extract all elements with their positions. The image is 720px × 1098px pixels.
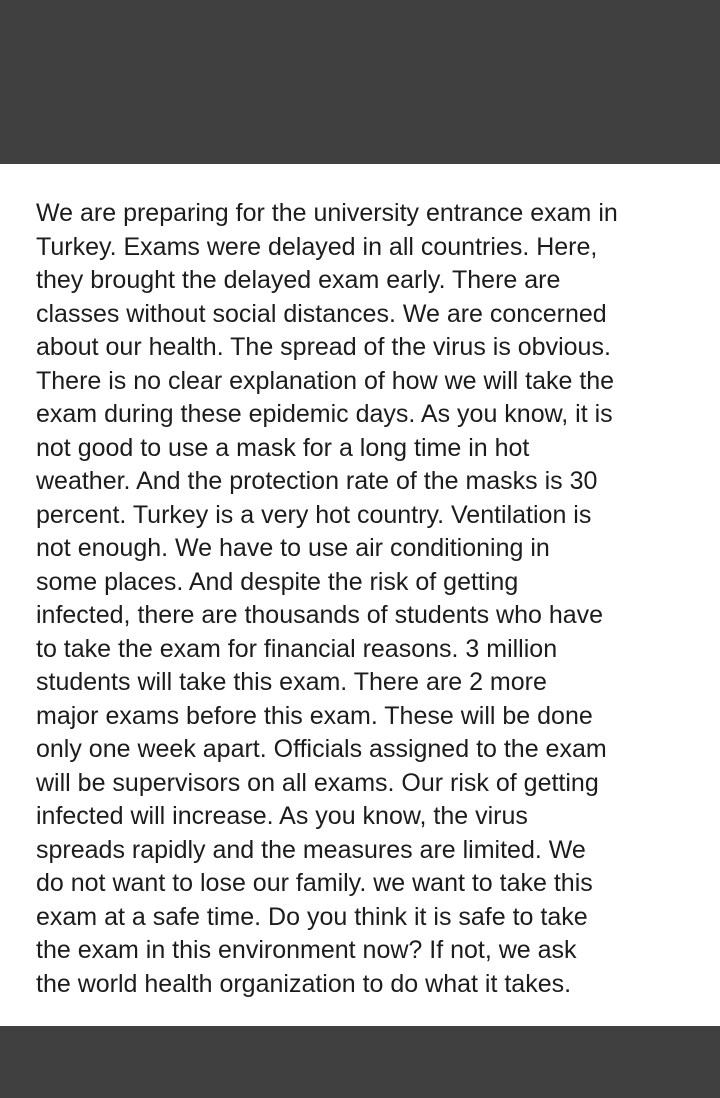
text-line: infected will increase. As you know, the virus: [36, 802, 528, 830]
text-line: not good to use a mask for a long time in hot: [36, 433, 530, 462]
text-line: do not want to lose our family. we want to take this: [36, 869, 593, 897]
text-line: major exams before this exam. These will be done: [36, 701, 593, 730]
bottom-bar: [0, 1026, 720, 1098]
text-line: the exam in this environment now? If not, we ask: [36, 936, 577, 964]
text-line: to take the exam for financial reasons. 3 million: [36, 634, 558, 663]
text-line: percent. Turkey is a very hot country. Ventilation is: [36, 500, 592, 529]
text-line: weather. And the protection rate of the masks is 30: [36, 467, 598, 495]
text-line: will be supervisors on all exams. Our risk of getting: [36, 768, 599, 797]
text-line: students will take this exam. There are 2 more: [36, 668, 547, 696]
text-line: classes without social distances. We are concerned: [36, 299, 607, 328]
text-line: There is no clear explanation of how we will take the: [36, 366, 615, 395]
text-line: Turkey. Exams were delayed in all countries. Here,: [36, 232, 598, 261]
text-line: exam during these epidemic days. As you know, it is: [36, 400, 613, 428]
text-line: exam at a safe time. Do you think it is safe to take: [36, 902, 588, 931]
text-line: some places. And despite the risk of getting: [36, 567, 519, 596]
text-line: they brought the delayed exam early. There are: [36, 266, 561, 294]
text-line: about our health. The spread of the virus is obvious.: [36, 333, 611, 361]
top-bar: [0, 0, 720, 164]
text-line: only one week apart. Officials assigned to the exam: [36, 735, 607, 763]
text-line: the world health organization to do what it takes.: [36, 969, 572, 998]
text-line: infected, there are thousands of students who have: [36, 601, 604, 629]
text-line: spreads rapidly and the measures are limited. We: [36, 835, 586, 864]
text-line: We are preparing for the university entrance exam in: [36, 199, 618, 227]
body-text: [36, 197, 716, 1001]
text-line: not enough. We have to use air conditioning in: [36, 534, 550, 562]
